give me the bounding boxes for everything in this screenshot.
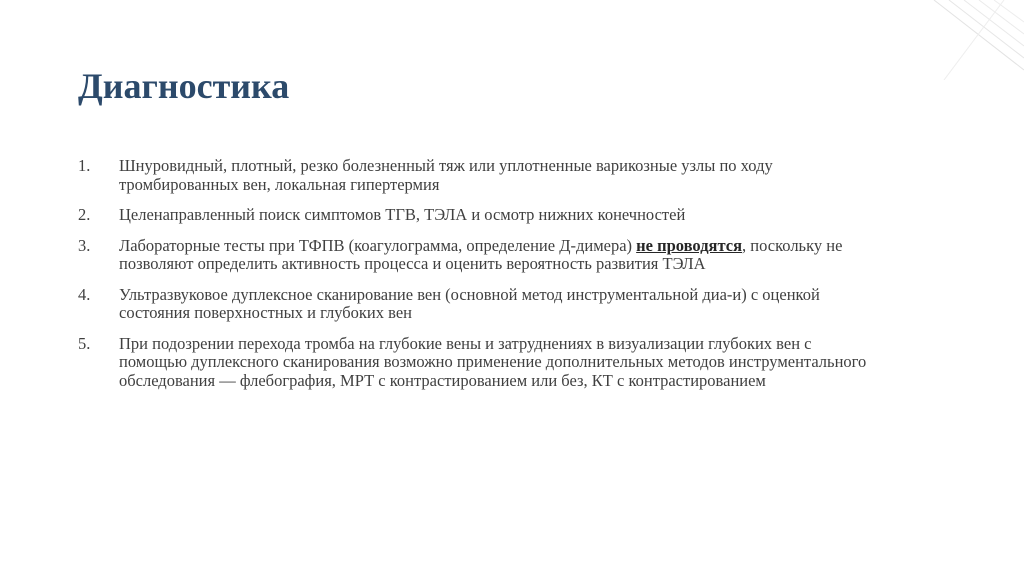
list-item-text: При подозрении перехода тромба на глубокие вены и затруднениях в визуализации глубоких вен с помощью дуплексного сканирования возможно применение дополнительных методов инструментального обследования — флебография, МРТ с контрастированием или без, КТ с контрастированием <box>119 333 867 390</box>
slide-title: Диагностика <box>78 66 290 106</box>
list-item-2 <box>78 206 878 225</box>
list-item-number: 5. <box>78 333 91 353</box>
list-item-number: 1. <box>78 156 91 175</box>
list-item-text-after: , поскольку не позволяют определить активность процесса и оценить вероятность развития ТЭЛА <box>119 235 843 273</box>
list-item-text: Целенаправленный поиск симптомов ТГВ, ТЭЛА и осмотр нижних конечностей <box>119 205 686 224</box>
list-item-text: Ультразвуковое дуплексное сканирование вен (основной метод инструментальной диа-и) с оценкой состояния поверхностных и глубоких вен <box>119 284 820 322</box>
list-item-number: 2. <box>78 205 91 224</box>
list-item-1 <box>78 157 878 194</box>
diagnostics-list <box>78 157 878 390</box>
list-item-text-before: Лабораторные тесты при ТФПВ (коагулограмма, определение Д-димера) <box>119 235 637 255</box>
list-item-text <box>119 237 878 274</box>
emphasis-not-performed: не проводятся <box>636 235 743 255</box>
corner-decoration <box>904 0 1024 80</box>
list-item-text: Шнуровидный, плотный, резко болезненный тяж или уплотненные варикозные узлы по ходу тромбированных вен, локальная гипертермия <box>119 156 773 194</box>
list-item-4 <box>78 286 878 323</box>
decorative-lines-graphic <box>904 0 1024 80</box>
list-item-number: 3. <box>78 235 91 255</box>
list-item-5 <box>78 335 878 391</box>
list-item-3 <box>78 237 878 274</box>
list-item-number: 4. <box>78 284 91 304</box>
